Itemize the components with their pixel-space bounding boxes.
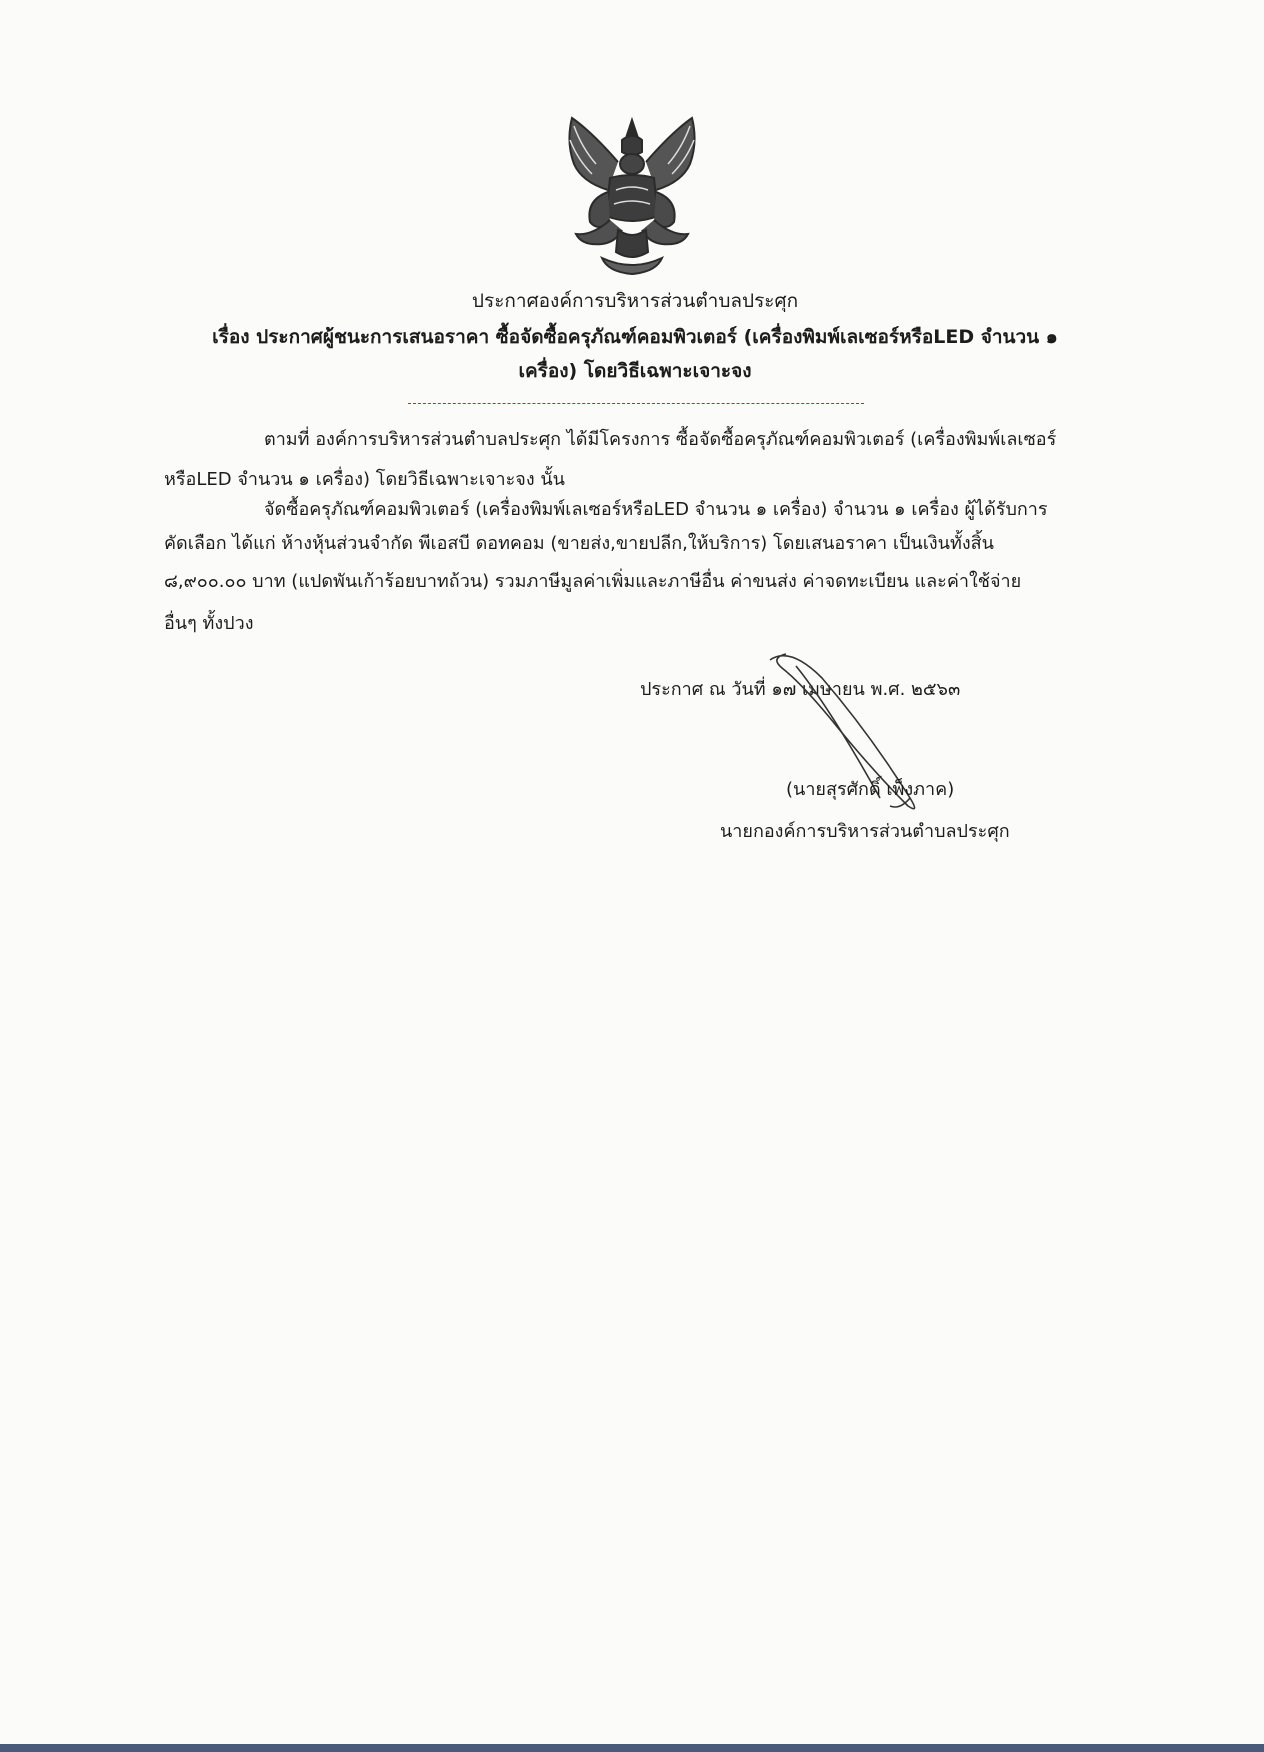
body-line: จัดซื้อครุภัณฑ์คอมพิวเตอร์ (เครื่องพิมพ์เลเซอร์หรือLED จำนวน ๑ เครื่อง) จำนวน ๑ เครื่อง ผู้ได้รับการ	[264, 499, 1048, 520]
announcement-date: ประกาศ ณ วันที่ ๑๗ เมษายน พ.ศ. ๒๕๖๓	[640, 679, 961, 700]
subject-heading-line-2: เครื่อง) โดยวิธีเฉพาะเจาะจง	[518, 360, 752, 382]
subject-heading-line-1: เรื่อง ประกาศผู้ชนะการเสนอราคา ซื้อจัดซื้อครุภัณฑ์คอมพิวเตอร์ (เครื่องพิมพ์เลเซอร์หรือLED จำนวน ๑	[212, 326, 1058, 348]
body-line: อื่นๆ ทั้งปวง	[164, 613, 254, 634]
garuda-emblem-icon	[552, 112, 712, 278]
organization-heading: ประกาศองค์การบริหารส่วนตำบลประศุก	[471, 290, 799, 312]
body-line: คัดเลือก ได้แก่ ห้างหุ้นส่วนจำกัด พีเอสบี ดอทคอม (ขายส่ง,ขายปลีก,ให้บริการ) โดยเสนอราคา เป็นเงินทั้งสิ้น	[164, 533, 994, 554]
signer-name: (นายสุรศักดิ์ เพ็งภาค)	[786, 779, 955, 800]
page-bottom-edge	[0, 1744, 1264, 1752]
header-divider	[408, 403, 864, 404]
body-line: ตามที่ องค์การบริหารส่วนตำบลประศุก ได้มีโครงการ ซื้อจัดซื้อครุภัณฑ์คอมพิวเตอร์ (เครื่องพิมพ์เลเซอร์	[264, 429, 1057, 450]
body-line: ๘,๙๐๐.๐๐ บาท (แปดพันเก้าร้อยบาทถ้วน) รวมภาษีมูลค่าเพิ่มและภาษีอื่น ค่าขนส่ง ค่าจดทะเบียน และค่าใช้จ่าย	[164, 571, 1022, 592]
signer-title: นายกองค์การบริหารส่วนตำบลประศุก	[720, 821, 1010, 842]
body-line: หรือLED จำนวน ๑ เครื่อง) โดยวิธีเฉพาะเจาะจง นั้น	[164, 469, 565, 490]
